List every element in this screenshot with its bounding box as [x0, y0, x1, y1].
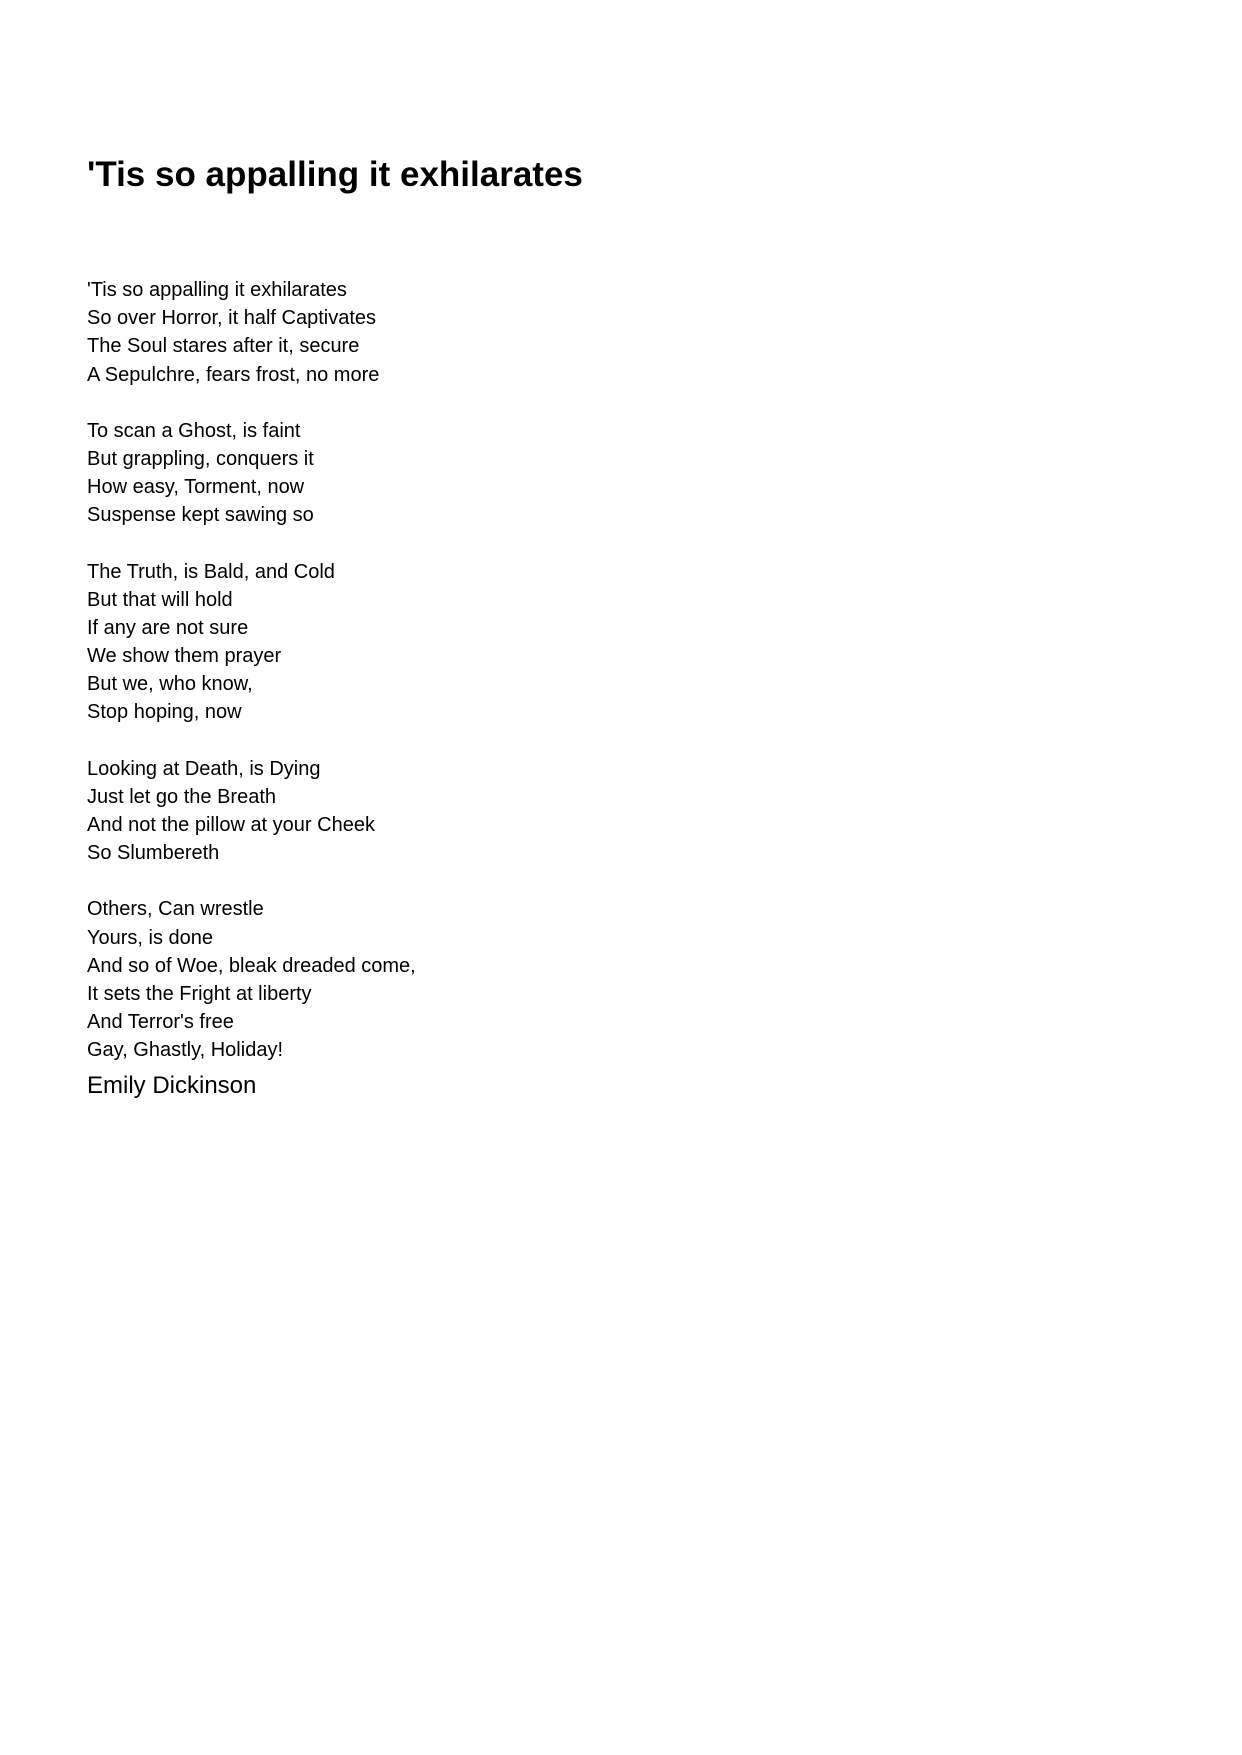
poem-line: Gay, Ghastly, Holiday!: [87, 1039, 283, 1062]
poem-title: 'Tis so appalling it exhilarates: [87, 155, 583, 194]
poem-line: Looking at Death, is Dying: [87, 757, 321, 780]
poem-line: But we, who know,: [87, 673, 253, 696]
stanza-4: [87, 755, 416, 868]
poem-line: The Soul stares after it, secure: [87, 335, 360, 358]
poem-line: Suspense kept sawing so: [87, 504, 314, 527]
poem-line: 'Tis so appalling it exhilarates: [87, 279, 347, 301]
poem-line: So over Horror, it half Captivates: [87, 307, 377, 330]
poem-body: [87, 276, 416, 1102]
stanza-2: [87, 417, 416, 530]
stanza-3: [87, 558, 416, 727]
poem-author: Emily Dickinson: [87, 1071, 257, 1099]
poem-line: And not the pillow at your Cheek: [87, 814, 375, 836]
poem-line: But grappling, conquers it: [87, 447, 314, 470]
stanza-1: [87, 276, 416, 389]
poem-line: To scan a Ghost, is faint: [87, 419, 301, 442]
poem-line: But that will hold: [87, 588, 233, 611]
poem-line: So Slumbereth: [87, 842, 220, 865]
poem-line: The Truth, is Bald, and Cold: [87, 560, 335, 583]
poem-line: It sets the Fright at liberty: [87, 982, 312, 1005]
poem-line: If any are not sure: [87, 616, 249, 639]
poem-line: Just let go the Breath: [87, 785, 277, 808]
poem-line: And Terror's free: [87, 1011, 234, 1034]
poem-line: A Sepulchre, fears frost, no more: [87, 363, 380, 386]
poem-line: Others, Can wrestle: [87, 898, 264, 921]
poem-line: We show them prayer: [87, 645, 282, 668]
stanza-5: [87, 895, 416, 1064]
poem-line: How easy, Torment, now: [87, 476, 305, 499]
poem-line: And so of Woe, bleak dreaded come,: [87, 954, 416, 977]
poem-line: Stop hoping, now: [87, 701, 242, 724]
poem-line: Yours, is done: [87, 926, 214, 949]
